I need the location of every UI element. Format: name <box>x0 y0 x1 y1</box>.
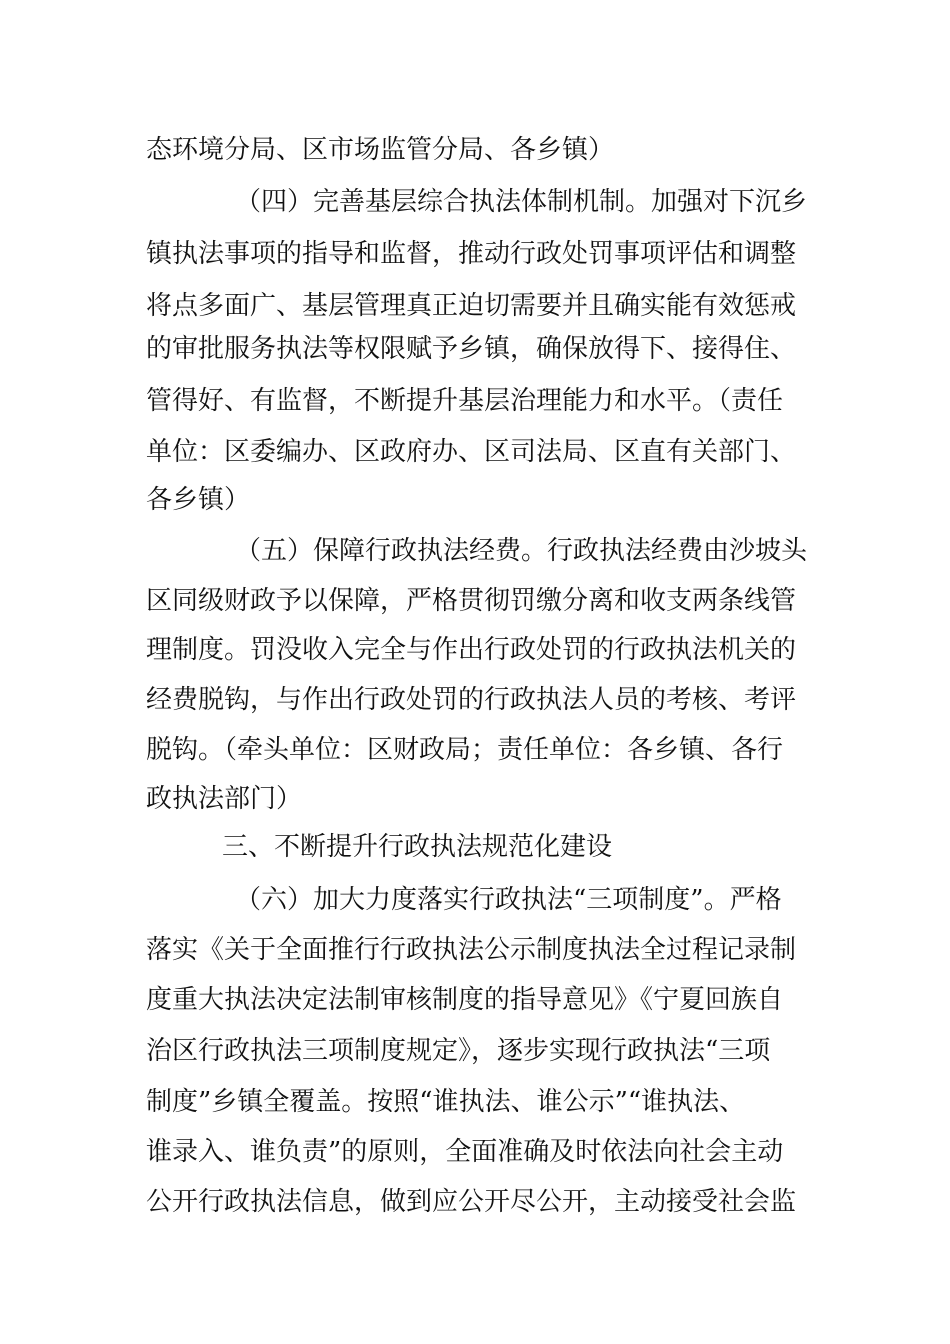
text-line: 公开行政执法信息，做到应公开尽公开，主动接受社会监 <box>146 1187 797 1217</box>
text-line: 单位：区委编办、区政府办、区司法局、区直有关部门、 <box>146 437 797 467</box>
text-line: 政执法部门） <box>146 784 303 814</box>
text-line: 脱钩。（牵头单位：区财政局；责任单位：各乡镇、各行 <box>146 735 784 765</box>
text-line: 管得好、有监督，不断提升基层治理能力和水平。（责任 <box>146 386 784 416</box>
text-line: （五）保障行政执法经费。行政执法经费由沙坡头 <box>235 536 808 566</box>
text-line: 镇执法事项的指导和监督，推动行政处罚事项评估和调整 <box>146 239 797 269</box>
text-line: 各乡镇） <box>146 485 251 515</box>
text-line: 制度”乡镇全覆盖。按照“谁执法、谁公示”“谁执法、 <box>146 1087 746 1117</box>
text-line: 落实《关于全面推行行政执法公示制度执法全过程记录制 <box>146 935 797 965</box>
text-line: 治区行政执法三项制度规定》，逐步实现行政执法“三项 <box>146 1036 771 1066</box>
text-line: （四）完善基层综合执法体制机制。加强对下沉乡 <box>235 187 808 217</box>
text-line: 将点多面广、基层管理真正迫切需要并且确实能有效惩戒 <box>146 291 797 321</box>
text-line: 谁录入、谁负责”的原则，全面准确及时依法向社会主动 <box>146 1137 784 1167</box>
text-line: 经费脱钩，与作出行政处罚的行政执法人员的考核、考评 <box>146 685 797 715</box>
text-line: 的审批服务执法等权限赋予乡镇，确保放得下、接得住、 <box>146 334 797 364</box>
text-line: 区同级财政予以保障，严格贯彻罚缴分离和收支两条线管 <box>146 586 797 616</box>
section-heading: 三、不断提升行政执法规范化建设 <box>222 832 613 862</box>
text-line: （六）加大力度落实行政执法“三项制度”。严格 <box>235 885 782 915</box>
text-line: 理制度。罚没收入完全与作出行政处罚的行政执法机关的 <box>146 635 797 665</box>
text-line: 度重大执法决定法制审核制度的指导意见》《宁夏回族自 <box>146 985 784 1015</box>
text-line: 态环境分局、区市场监管分局、各乡镇） <box>146 135 615 165</box>
